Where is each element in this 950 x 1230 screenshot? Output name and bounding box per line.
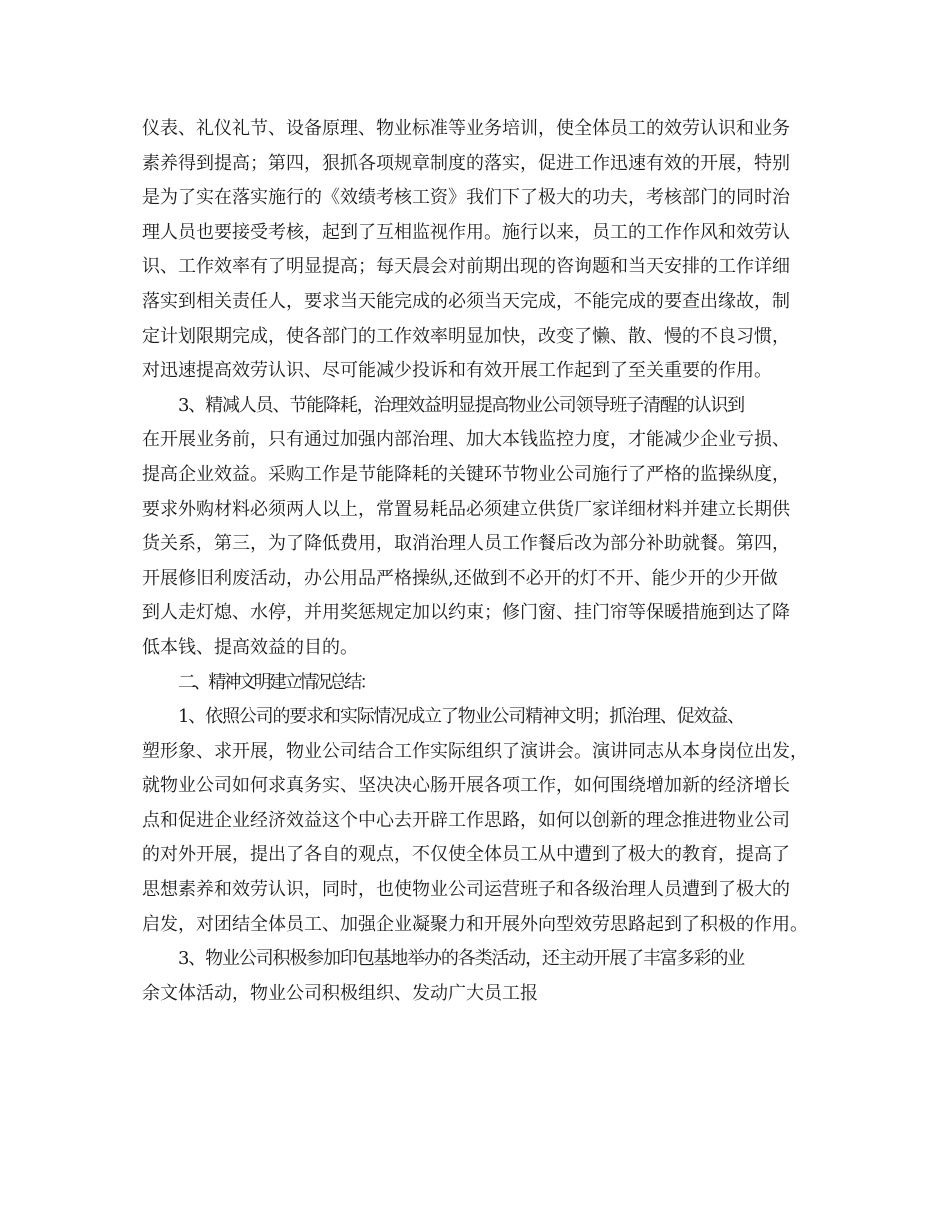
text-line: 是为了实在落实施行的《效绩考核工资》我们下了极大的功夫，考核部门的同时治 [142,187,790,209]
text-line: 启发，对团结全体员工、加强企业凝聚力和开展外向型效劳思路起到了积极的作用。 [142,913,808,935]
text-line: 理人员也要接受考核，起到了互相监视作用。施行以来，员工的工作作风和效劳认 [142,221,790,243]
text-line: 的对外开展，提出了各自的观点，不仅使全体员工从中遭到了极大的教育，提高了 [142,844,790,866]
text-line: 定计划限期完成，使各部门的工作效率明显加快，改变了懒、散、慢的不良习惯， [142,325,790,347]
text-line: 识、工作效率有了明显提高；每天晨会对前期出现的咨询题和当天安排的工作详细 [142,256,790,278]
text-line: 点和促进企业经济效益这个中心去开辟工作思路，如何以创新的理念推进物业公司 [142,809,790,831]
text-line: 提高企业效益。采购工作是节能降耗的关键环节物业公司施行了严格的监操纵度， [142,463,790,485]
text-line: 仪表、礼仪礼节、设备原理、物业标准等业务培训，使全体员工的效劳认识和业务 [142,118,790,139]
text-line: 素养得到提高；第四，狠抓各项规章制度的落实，促进工作迅速有效的开展，特别 [142,152,790,174]
text-line: 1、依照公司的要求和实际情况成立了物业公司精神文明；抓治理、促效益、 [178,706,745,728]
text-line: 要求外购材料必须两人以上，常置易耗品必须建立供货厂家详细材料并建立长期供 [142,498,790,520]
text-line: 在开展业务前，只有通过加强内部治理、加大本钱监控力度，才能减少企业亏损、 [142,429,790,451]
text-line: 余文体活动，物业公司积极组织、发动广大员工报 [142,982,538,1004]
text-line: 低本钱、提高效益的目的。 [142,636,358,658]
text-line: 货关系，第三，为了降低费用，取消治理人员工作餐后改为部分补助就餐。第四， [142,533,790,555]
text-line: 思想素养和效劳认识，同时，也使物业公司运营班子和各级治理人员遭到了极大的 [142,879,790,901]
text-line: 到人走灯熄、水停，并用奖惩规定加以约束；修门窗、挂门帘等保暖措施到达了降 [142,602,790,624]
text-line: 塑形象、求开展，物业公司结合工作实际组织了演讲会。演讲同志从本身岗位出发， [142,740,808,762]
text-line: 二、精神文明建立情况总结： [178,671,375,693]
text-line: 就物业公司如何求真务实、坚决决心肠开展各项工作，如何围绕增加新的经济增长 [142,775,790,797]
text-line: 落实到相关责任人，要求当天能完成的必须当天完成，不能完成的要查出缘故，制 [142,290,790,312]
text-line: 3、物业公司积极参加印包基地举办的各类活动，还主动开展了丰富多彩的业 [178,948,745,970]
text-line: 3、精减人员、节能降耗，治理效益明显提高物业公司领导班子清醒的认识到 [178,394,745,416]
text-line: 开展修旧利废活动，办公用品严格操纵,还做到不必开的灯不开、能少开的少开做 [142,567,778,589]
text-line: 对迅速提高效劳认识、尽可能减少投诉和有效开展工作起到了至关重要的作用。 [142,360,772,382]
document-body [142,112,832,1011]
